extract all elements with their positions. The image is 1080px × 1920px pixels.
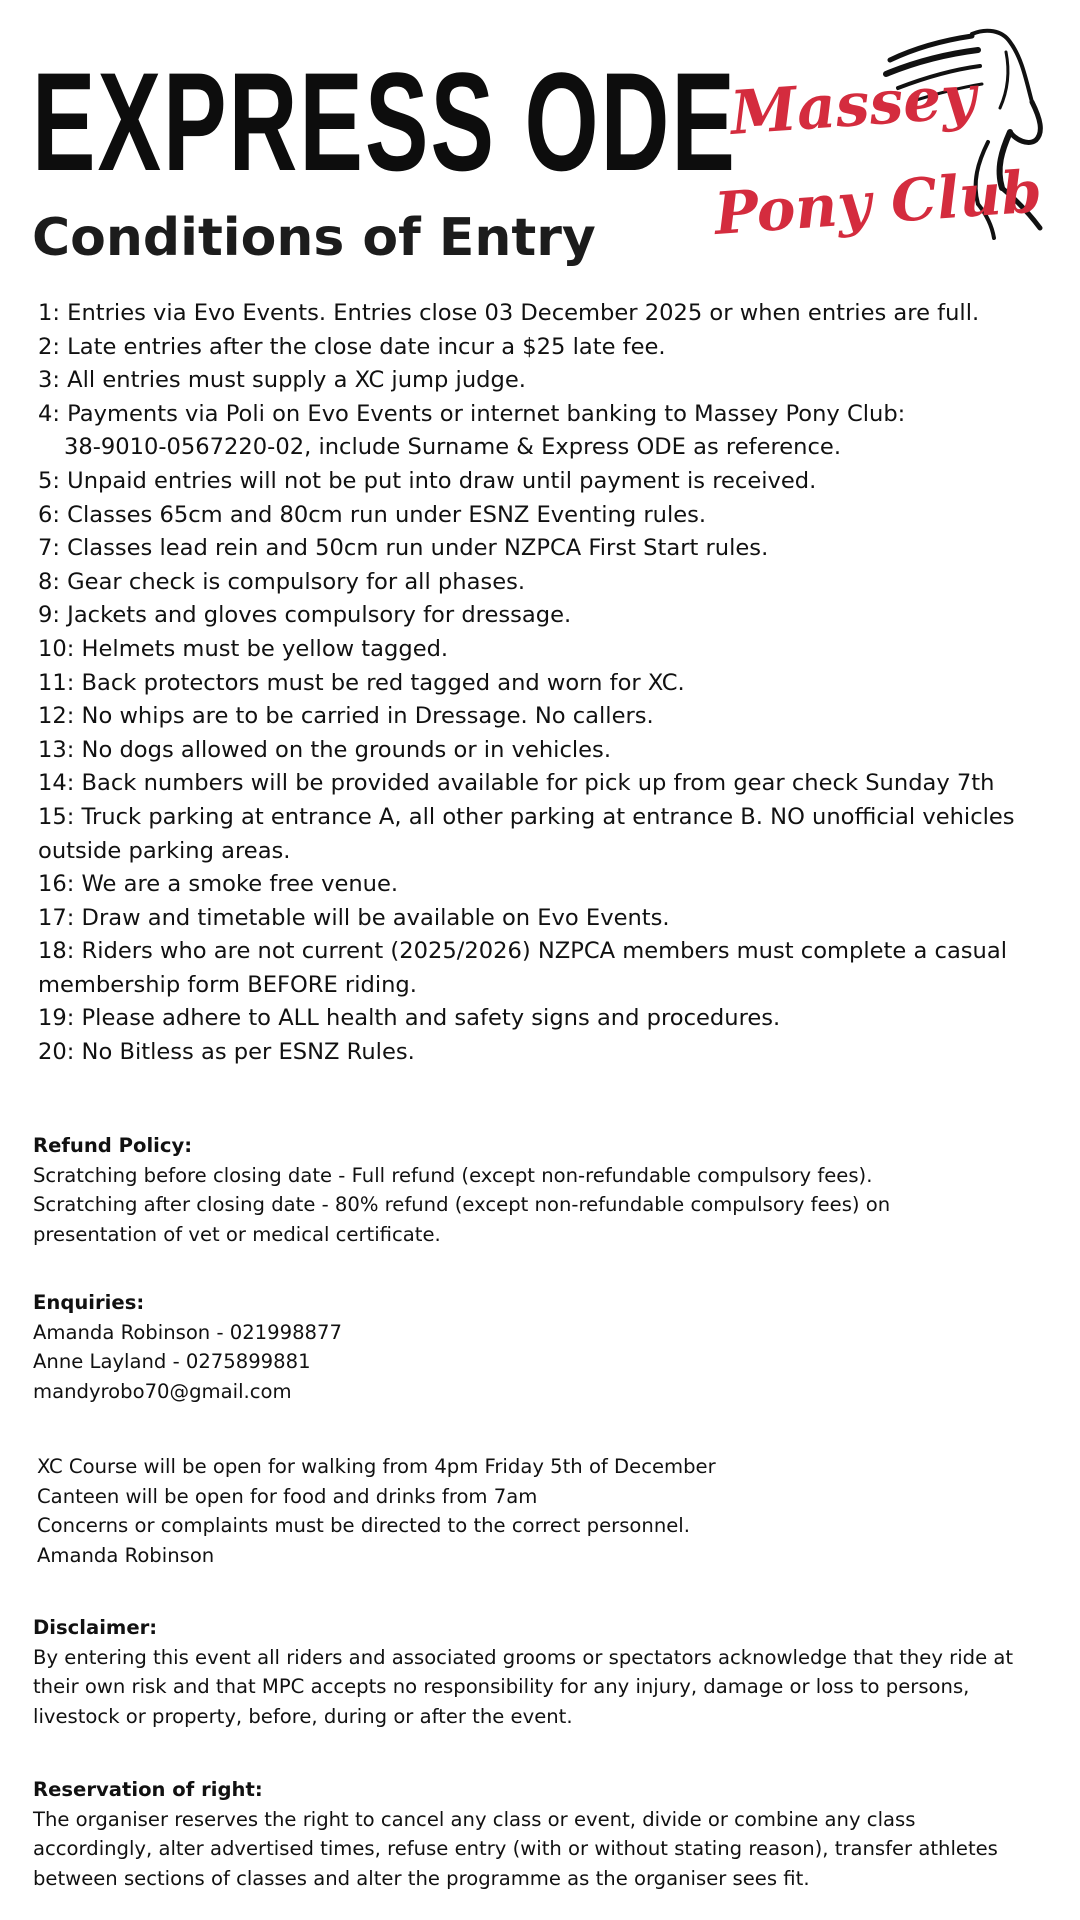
enquiries-contact: Amanda Robinson - 021998877 xyxy=(33,1320,342,1344)
enquiries-section xyxy=(33,1288,1053,1406)
disclaimer-section xyxy=(33,1613,1048,1731)
condition-item: 8: Gear check is compulsory for all phases. xyxy=(38,568,526,595)
condition-item: 7: Classes lead rein and 50cm run under NZPCA First Start rules. xyxy=(38,535,769,562)
logo-text xyxy=(710,62,1044,248)
condition-item: 19: Please adhere to ALL health and safety signs and procedures. xyxy=(38,1005,781,1032)
condition-item: 12: No whips are to be carried in Dressage. No callers. xyxy=(38,703,654,730)
disclaimer-heading: Disclaimer: xyxy=(33,1616,158,1639)
refund-policy-line: presentation of vet or medical certificate. xyxy=(33,1222,441,1246)
logo-line-2: Pony Club xyxy=(712,157,1044,248)
enquiries-email: mandyrobo70@gmail.com xyxy=(33,1379,292,1403)
reservation-text: The organiser reserves the right to cancel any class or event, divide or combine any class accordingly, alter advertised times, refuse entry (with or without stating reason), transfer athletes between sections of classes and alter the programme as the organiser sees fit. xyxy=(33,1807,998,1890)
condition-item: 11: Back protectors must be red tagged and worn for XC. xyxy=(38,669,685,696)
page-title: Conditions of Entry xyxy=(32,208,596,268)
notes-section xyxy=(37,1452,1057,1570)
condition-item-continued: 38-9010-0567220-02, include Surname & Express ODE as reference. xyxy=(64,434,842,461)
condition-item: 17: Draw and timetable will be available on Evo Events. xyxy=(38,904,670,931)
condition-item: 5: Unpaid entries will not be put into draw until payment is received. xyxy=(38,467,817,494)
note-line: Canteen will be open for food and drinks from 7am xyxy=(37,1484,538,1508)
condition-item: 20: No Bitless as per ESNZ Rules. xyxy=(38,1039,415,1066)
condition-item: 6: Classes 65cm and 80cm run under ESNZ Eventing rules. xyxy=(38,501,707,528)
reservation-heading: Reservation of right: xyxy=(33,1778,263,1801)
logo-line-1: Massey xyxy=(728,61,979,149)
refund-policy-line: Scratching after closing date - 80% refund (except non-refundable compulsory fees) on xyxy=(33,1193,891,1216)
condition-item: 4: Payments via Poli on Evo Events or internet banking to Massey Pony Club: xyxy=(38,400,906,427)
refund-policy-line: Scratching before closing date - Full refund (except non-refundable compulsory fees). xyxy=(33,1163,873,1187)
condition-item: 18: Riders who are not current (2025/2026) NZPCA members must complete a casual membership form BEFORE riding. xyxy=(38,938,1008,998)
condition-item: 14: Back numbers will be provided available for pick up from gear check Sunday 7th xyxy=(38,770,995,797)
refund-policy-section xyxy=(33,1131,1053,1249)
condition-item: 3: All entries must supply a XC jump judge. xyxy=(38,367,526,394)
note-line: XC Course will be open for walking from 4pm Friday 5th of December xyxy=(37,1455,716,1478)
condition-item: 13: No dogs allowed on the grounds or in vehicles. xyxy=(38,736,612,763)
enquiries-contact: Anne Layland - 0275899881 xyxy=(33,1350,311,1373)
condition-item: 10: Helmets must be yellow tagged. xyxy=(38,635,449,662)
note-line: Concerns or complaints must be directed to the correct personnel. xyxy=(37,1514,690,1537)
condition-item: 15: Truck parking at entrance A, all other parking at entrance B. NO unofficial vehicles outside parking areas. xyxy=(38,803,1015,864)
refund-policy-heading: Refund Policy: xyxy=(33,1134,193,1157)
disclaimer-text: By entering this event all riders and associated grooms or spectators acknowledge that they ride at their own risk and that MPC accepts no responsibility for any injury, damage or loss to persons, livestock or property, before, during or after the event. xyxy=(33,1645,1014,1728)
condition-item: 9: Jackets and gloves compulsory for dressage. xyxy=(38,602,572,629)
event-title: EXPRESS ODE xyxy=(32,43,737,200)
enquiries-heading: Enquiries: xyxy=(33,1291,145,1314)
reservation-section xyxy=(33,1775,1033,1893)
condition-item: 16: We are a smoke free venue. xyxy=(38,871,399,898)
condition-item: 1: Entries via Evo Events. Entries close 03 December 2025 or when entries are full. xyxy=(38,300,980,326)
condition-item: 2: Late entries after the close date incur a $25 late fee. xyxy=(38,333,666,360)
note-line: Amanda Robinson xyxy=(37,1543,215,1567)
massey-pony-club-logo xyxy=(710,22,1050,252)
conditions-list xyxy=(38,297,1048,1070)
